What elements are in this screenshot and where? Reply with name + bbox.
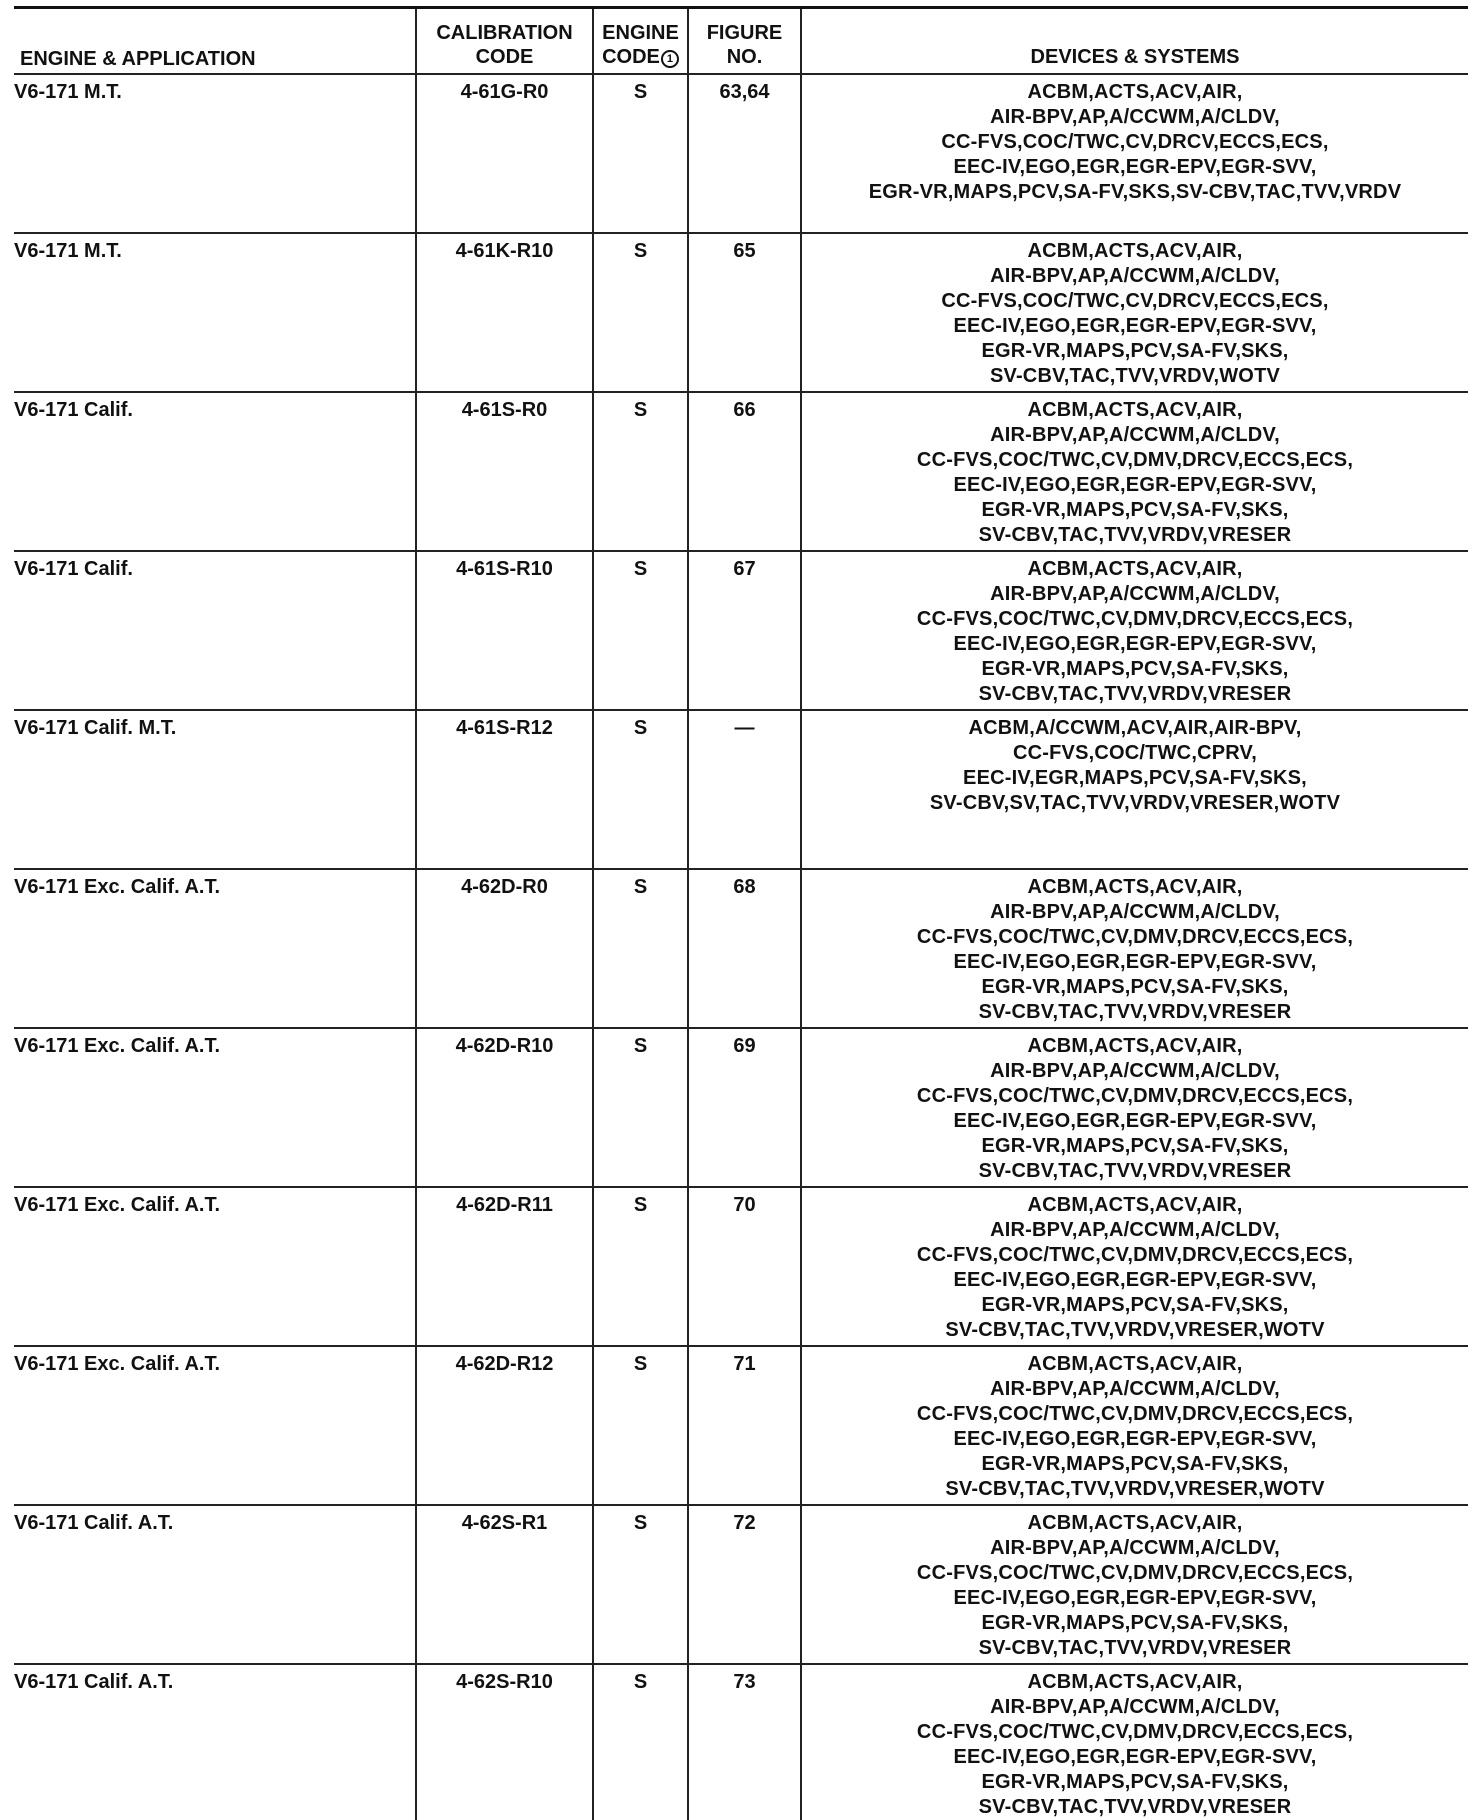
figure-no-cell: — bbox=[688, 710, 801, 869]
header-engine-code-line2: CODE bbox=[602, 45, 660, 68]
devices-systems-cell bbox=[801, 1028, 1468, 1187]
devices-line: EEC-IV,EGO,EGR,EGR-EPV,EGR-SVV, bbox=[953, 473, 1317, 496]
figure-no-cell: 66 bbox=[688, 392, 801, 551]
devices-line: SV-CBV,TAC,TVV,VRDV,VRESER bbox=[978, 682, 1292, 705]
devices-line: CC-FVS,COC/TWC,CV,DMV,DRCV,ECCS,ECS, bbox=[916, 1243, 1354, 1266]
devices-systems-cell bbox=[801, 551, 1468, 710]
header-figure-line1: FIGURE bbox=[706, 21, 783, 44]
engine-code-cell: S bbox=[593, 1346, 688, 1505]
header-engine-code-line1: ENGINE bbox=[602, 21, 679, 44]
devices-line: SV-CBV,TAC,TVV,VRDV,VRESER bbox=[978, 1636, 1292, 1659]
devices-line: SV-CBV,SV,TAC,TVV,VRDV,VRESER,WOTV bbox=[929, 791, 1341, 814]
devices-systems-cell bbox=[801, 233, 1468, 392]
devices-line: CC-FVS,COC/TWC,CV,DMV,DRCV,ECCS,ECS, bbox=[916, 607, 1354, 630]
calibration-code-cell: 4-62D-R0 bbox=[416, 869, 593, 1028]
table-body bbox=[14, 74, 1468, 1820]
devices-line: AIR-BPV,AP,A/CCWM,A/CLDV, bbox=[990, 1695, 1280, 1718]
devices-line: CC-FVS,COC/TWC,CV,DMV,DRCV,ECCS,ECS, bbox=[916, 1084, 1354, 1107]
devices-line: ACBM,ACTS,ACV,AIR, bbox=[1027, 80, 1243, 103]
engine-code-cell: S bbox=[593, 710, 688, 869]
devices-line: EEC-IV,EGO,EGR,EGR-EPV,EGR-SVV, bbox=[953, 1427, 1317, 1450]
devices-line: EGR-VR,MAPS,PCV,SA-FV,SKS, bbox=[981, 498, 1289, 521]
header-devices-systems bbox=[801, 8, 1468, 74]
devices-line: EGR-VR,MAPS,PCV,SA-FV,SKS, bbox=[981, 339, 1289, 362]
table-row bbox=[14, 869, 1468, 1028]
header-engine-application-label: ENGINE & APPLICATION bbox=[20, 47, 256, 70]
header-figure-no bbox=[688, 8, 801, 74]
calibration-code-cell: 4-62S-R1 bbox=[416, 1505, 593, 1664]
table-row bbox=[14, 233, 1468, 392]
table-header bbox=[14, 8, 1468, 74]
figure-no-cell: 71 bbox=[688, 1346, 801, 1505]
devices-line: ACBM,ACTS,ACV,AIR, bbox=[1027, 1670, 1243, 1693]
table-row bbox=[14, 1664, 1468, 1820]
devices-systems-cell bbox=[801, 1664, 1468, 1820]
devices-line: EGR-VR,MAPS,PCV,SA-FV,SKS, bbox=[981, 1611, 1289, 1634]
engine-application-cell: V6-171 Calif. bbox=[14, 392, 416, 551]
devices-systems-cell bbox=[801, 74, 1468, 233]
calibration-code-cell: 4-62D-R10 bbox=[416, 1028, 593, 1187]
figure-no-cell: 70 bbox=[688, 1187, 801, 1346]
engine-application-cell: V6-171 Exc. Calif. A.T. bbox=[14, 869, 416, 1028]
devices-line: EEC-IV,EGO,EGR,EGR-EPV,EGR-SVV, bbox=[953, 950, 1317, 973]
engine-code-cell: S bbox=[593, 869, 688, 1028]
header-calibration-code bbox=[416, 8, 593, 74]
engine-application-cell: V6-171 Exc. Calif. A.T. bbox=[14, 1187, 416, 1346]
engine-application-cell: V6-171 M.T. bbox=[14, 233, 416, 392]
engine-code-cell: S bbox=[593, 1028, 688, 1187]
table-row bbox=[14, 1346, 1468, 1505]
engine-application-cell: V6-171 Calif. A.T. bbox=[14, 1505, 416, 1664]
devices-line: EGR-VR,MAPS,PCV,SA-FV,SKS, bbox=[981, 975, 1289, 998]
engine-application-cell: V6-171 Exc. Calif. A.T. bbox=[14, 1346, 416, 1505]
devices-line: EEC-IV,EGO,EGR,EGR-EPV,EGR-SVV, bbox=[953, 1745, 1317, 1768]
table-row bbox=[14, 1187, 1468, 1346]
devices-line: EGR-VR,MAPS,PCV,SA-FV,SKS, bbox=[981, 1293, 1289, 1316]
devices-line: AIR-BPV,AP,A/CCWM,A/CLDV, bbox=[990, 900, 1280, 923]
engine-code-cell: S bbox=[593, 74, 688, 233]
devices-line: EEC-IV,EGO,EGR,EGR-EPV,EGR-SVV, bbox=[953, 1586, 1317, 1609]
emission-devices-table bbox=[14, 6, 1468, 1820]
engine-code-cell: S bbox=[593, 1664, 688, 1820]
devices-line: ACBM,ACTS,ACV,AIR, bbox=[1027, 239, 1243, 262]
devices-systems-cell bbox=[801, 869, 1468, 1028]
devices-line: ACBM,ACTS,ACV,AIR, bbox=[1027, 1193, 1243, 1216]
engine-application-cell: V6-171 Calif. A.T. bbox=[14, 1664, 416, 1820]
devices-line: EEC-IV,EGR,MAPS,PCV,SA-FV,SKS, bbox=[963, 766, 1307, 789]
devices-line: EEC-IV,EGO,EGR,EGR-EPV,EGR-SVV, bbox=[953, 1268, 1317, 1291]
engine-code-cell: S bbox=[593, 1505, 688, 1664]
calibration-code-cell: 4-62S-R10 bbox=[416, 1664, 593, 1820]
figure-no-cell: 65 bbox=[688, 233, 801, 392]
engine-code-cell: S bbox=[593, 1187, 688, 1346]
devices-line: ACBM,ACTS,ACV,AIR, bbox=[1027, 1034, 1243, 1057]
header-calibration-line2: CODE bbox=[475, 45, 534, 68]
figure-no-cell: 69 bbox=[688, 1028, 801, 1187]
devices-systems-cell bbox=[801, 710, 1468, 869]
engine-code-cell: S bbox=[593, 551, 688, 710]
devices-line: AIR-BPV,AP,A/CCWM,A/CLDV, bbox=[990, 264, 1280, 287]
devices-systems-cell bbox=[801, 1187, 1468, 1346]
devices-line: AIR-BPV,AP,A/CCWM,A/CLDV, bbox=[990, 1059, 1280, 1082]
figure-no-cell: 73 bbox=[688, 1664, 801, 1820]
engine-application-cell: V6-171 Calif. M.T. bbox=[14, 710, 416, 869]
devices-line: SV-CBV,TAC,TVV,VRDV,VRESER bbox=[978, 1000, 1292, 1023]
devices-line: CC-FVS,COC/TWC,CV,DMV,DRCV,ECCS,ECS, bbox=[916, 1561, 1354, 1584]
header-figure-line2: NO. bbox=[726, 45, 763, 68]
devices-line: AIR-BPV,AP,A/CCWM,A/CLDV, bbox=[990, 582, 1280, 605]
devices-line: SV-CBV,TAC,TVV,VRDV,VRESER bbox=[978, 523, 1292, 546]
devices-line: AIR-BPV,AP,A/CCWM,A/CLDV, bbox=[990, 1377, 1280, 1400]
table-row bbox=[14, 1505, 1468, 1664]
table-row bbox=[14, 392, 1468, 551]
devices-line: SV-CBV,TAC,TVV,VRDV,VRESER bbox=[978, 1159, 1292, 1182]
engine-code-cell: S bbox=[593, 392, 688, 551]
devices-line: CC-FVS,COC/TWC,CV,DMV,DRCV,ECCS,ECS, bbox=[916, 1402, 1354, 1425]
table-row bbox=[14, 74, 1468, 233]
devices-systems-cell bbox=[801, 392, 1468, 551]
devices-line: EGR-VR,MAPS,PCV,SA-FV,SKS, bbox=[981, 1770, 1289, 1793]
header-devices-systems-label: DEVICES & SYSTEMS bbox=[1030, 45, 1240, 68]
calibration-code-cell: 4-61S-R0 bbox=[416, 392, 593, 551]
table-row bbox=[14, 1028, 1468, 1187]
devices-line: CC-FVS,COC/TWC,CV,DMV,DRCV,ECCS,ECS, bbox=[916, 448, 1354, 471]
devices-line: EEC-IV,EGO,EGR,EGR-EPV,EGR-SVV, bbox=[953, 1109, 1317, 1132]
devices-line: EGR-VR,MAPS,PCV,SA-FV,SKS, bbox=[981, 1452, 1289, 1475]
header-engine-application bbox=[14, 8, 416, 74]
devices-line: EEC-IV,EGO,EGR,EGR-EPV,EGR-SVV, bbox=[953, 632, 1317, 655]
calibration-code-cell: 4-62D-R11 bbox=[416, 1187, 593, 1346]
table-row bbox=[14, 710, 1468, 869]
devices-line: SV-CBV,TAC,TVV,VRDV,VRESER,WOTV bbox=[945, 1318, 1325, 1341]
devices-line: EEC-IV,EGO,EGR,EGR-EPV,EGR-SVV, bbox=[953, 314, 1317, 337]
figure-no-cell: 67 bbox=[688, 551, 801, 710]
engine-code-cell: S bbox=[593, 233, 688, 392]
devices-systems-cell bbox=[801, 1505, 1468, 1664]
devices-line: AIR-BPV,AP,A/CCWM,A/CLDV, bbox=[990, 423, 1280, 446]
devices-line: CC-FVS,COC/TWC,CV,DRCV,ECCS,ECS, bbox=[941, 130, 1329, 153]
devices-line: CC-FVS,COC/TWC,CV,DMV,DRCV,ECCS,ECS, bbox=[916, 1720, 1354, 1743]
devices-line: CC-FVS,COC/TWC,CV,DRCV,ECCS,ECS, bbox=[941, 289, 1329, 312]
devices-line: SV-CBV,TAC,TVV,VRDV,VRESER,WOTV bbox=[945, 1477, 1325, 1500]
devices-line: EGR-VR,MAPS,PCV,SA-FV,SKS, bbox=[981, 657, 1289, 680]
devices-line: ACBM,ACTS,ACV,AIR, bbox=[1027, 398, 1243, 421]
calibration-code-cell: 4-61S-R10 bbox=[416, 551, 593, 710]
devices-line: ACBM,ACTS,ACV,AIR, bbox=[1027, 1511, 1243, 1534]
calibration-code-cell: 4-61S-R12 bbox=[416, 710, 593, 869]
devices-line: AIR-BPV,AP,A/CCWM,A/CLDV, bbox=[990, 1536, 1280, 1559]
header-engine-code bbox=[593, 8, 688, 74]
devices-line: EGR-VR,MAPS,PCV,SA-FV,SKS, bbox=[981, 1134, 1289, 1157]
devices-line: SV-CBV,TAC,TVV,VRDV,VRESER bbox=[978, 1795, 1292, 1818]
devices-line: ACBM,ACTS,ACV,AIR, bbox=[1027, 1352, 1243, 1375]
devices-line: CC-FVS,COC/TWC,CV,DMV,DRCV,ECCS,ECS, bbox=[916, 925, 1354, 948]
devices-line: ACBM,ACTS,ACV,AIR, bbox=[1027, 875, 1243, 898]
devices-line: AIR-BPV,AP,A/CCWM,A/CLDV, bbox=[990, 105, 1280, 128]
engine-application-cell: V6-171 M.T. bbox=[14, 74, 416, 233]
calibration-code-cell: 4-61G-R0 bbox=[416, 74, 593, 233]
header-calibration-line1: CALIBRATION bbox=[436, 21, 573, 44]
devices-line: ACBM,ACTS,ACV,AIR, bbox=[1027, 557, 1243, 580]
figure-no-cell: 63,64 bbox=[688, 74, 801, 233]
calibration-code-cell: 4-61K-R10 bbox=[416, 233, 593, 392]
devices-line: CC-FVS,COC/TWC,CPRV, bbox=[1012, 741, 1258, 764]
devices-line: EGR-VR,MAPS,PCV,SA-FV,SKS,SV-CBV,TAC,TVV,VRDV bbox=[868, 180, 1402, 203]
header-row bbox=[14, 8, 1468, 74]
devices-line: SV-CBV,TAC,TVV,VRDV,WOTV bbox=[989, 364, 1281, 387]
engine-application-cell: V6-171 Calif. bbox=[14, 551, 416, 710]
devices-line: AIR-BPV,AP,A/CCWM,A/CLDV, bbox=[990, 1218, 1280, 1241]
devices-line: ACBM,A/CCWM,ACV,AIR,AIR-BPV, bbox=[968, 716, 1302, 739]
footnote-circle-marker: 1 bbox=[661, 50, 679, 68]
devices-systems-cell bbox=[801, 1346, 1468, 1505]
engine-application-cell: V6-171 Exc. Calif. A.T. bbox=[14, 1028, 416, 1187]
calibration-code-cell: 4-62D-R12 bbox=[416, 1346, 593, 1505]
figure-no-cell: 72 bbox=[688, 1505, 801, 1664]
devices-line: EEC-IV,EGO,EGR,EGR-EPV,EGR-SVV, bbox=[953, 155, 1317, 178]
table-row bbox=[14, 551, 1468, 710]
figure-no-cell: 68 bbox=[688, 869, 801, 1028]
